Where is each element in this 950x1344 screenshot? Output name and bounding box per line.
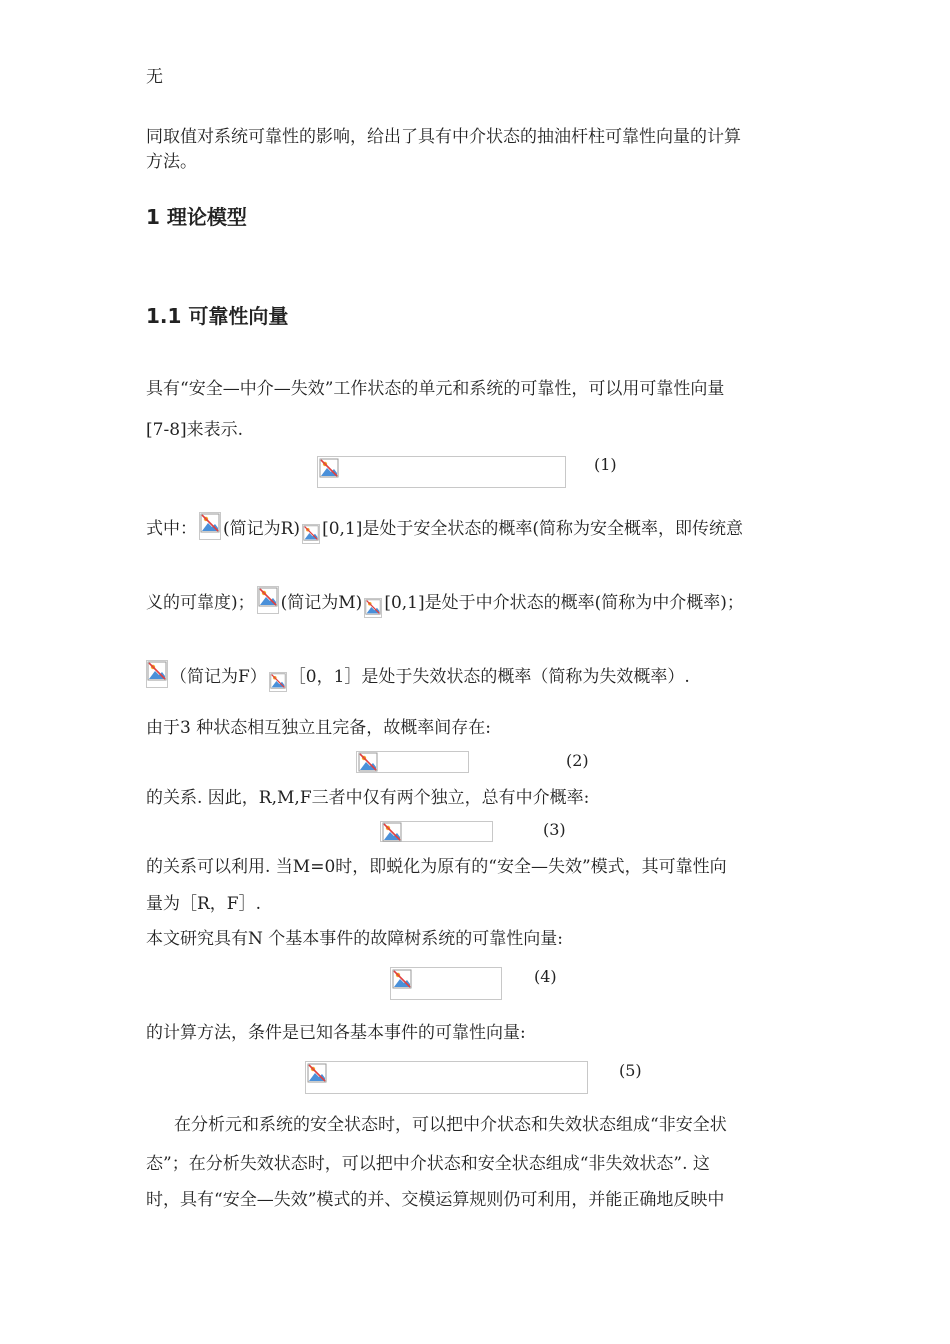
definition-m-abbrev: (简记为M) <box>280 593 363 613</box>
definition-r-text-cont: 义的可靠度)； <box>146 593 255 613</box>
broken-image-icon <box>258 587 278 607</box>
paragraph-5-line-1: 本文研究具有N 个基本事件的故障树系统的可靠性向量: <box>146 929 564 949</box>
paragraph-4-line-1: 的关系可以利用. 当M=0时，即蜕化为原有的“安全—失效”模式，其可靠性向 <box>146 857 727 877</box>
broken-image-icon <box>382 822 402 842</box>
broken-image-icon <box>200 513 220 533</box>
paragraph-1-line-2: [7-8]来表示. <box>146 420 244 440</box>
equation-3-image <box>380 821 493 842</box>
equation-5-image <box>305 1061 588 1094</box>
broken-image-icon <box>303 525 319 541</box>
symbol-r-image <box>199 512 221 540</box>
symbol-in-image <box>364 598 382 618</box>
definition-intro: 式中： <box>146 519 197 539</box>
broken-image-icon <box>392 969 412 989</box>
paragraph-3-line-1: 的关系. 因此，R,M,F三者中仅有两个独立，总有中介概率: <box>146 788 590 808</box>
definition-line-3 <box>146 660 690 692</box>
broken-image-icon <box>147 661 167 681</box>
paragraph-2-line-1: 由于3 种状态相互独立且完备，故概率间存在: <box>146 718 491 738</box>
equation-5-number: (5) <box>619 1061 642 1080</box>
definition-line-2 <box>146 586 744 618</box>
equation-2-number: (2) <box>566 751 589 770</box>
broken-image-icon <box>358 752 378 772</box>
definition-f-text: ［0，1］是处于失效状态的概率（简称为失效概率）. <box>288 667 690 687</box>
equation-4-number: (4) <box>534 967 557 986</box>
definition-line-1 <box>146 512 743 544</box>
definition-r-abbrev: (简记为R) <box>223 519 301 539</box>
symbol-f-image <box>146 660 168 688</box>
intro-line-1: 同取值对系统可靠性的影响，给出了具有中介状态的抽油杆柱可靠性向量的计算 <box>146 127 741 147</box>
subsection-title: 1.1 可靠性向量 <box>146 304 289 328</box>
paragraph-6-line-1: 的计算方法，条件是已知各基本事件的可靠性向量: <box>146 1023 526 1043</box>
equation-2-image <box>356 751 469 773</box>
definition-f-abbrev: （简记为F） <box>170 667 267 687</box>
symbol-in-image <box>302 524 320 544</box>
paragraph-4-line-2: 量为［R，F］. <box>146 894 261 914</box>
equation-3-number: (3) <box>543 820 566 839</box>
broken-image-icon <box>365 599 381 615</box>
section-title: 1 理论模型 <box>146 205 247 229</box>
definition-r-text: [0,1]是处于安全状态的概率(简称为安全概率，即传统意 <box>322 519 744 539</box>
definition-m-text: [0,1]是处于中介状态的概率(简称为中介概率)； <box>384 593 744 613</box>
paragraph-7-line-1: 在分析元和系统的安全状态时，可以把中介状态和失效状态组成“非安全状 <box>174 1115 727 1135</box>
broken-image-icon <box>307 1063 327 1083</box>
symbol-in-image <box>269 672 287 692</box>
equation-4-image <box>390 967 502 1000</box>
symbol-m-image <box>257 586 279 614</box>
page-fragment: 无 <box>146 67 163 87</box>
paragraph-7-line-3: 时，具有“安全—失效”模式的并、交模运算规则仍可利用，并能正确地反映中 <box>146 1190 725 1210</box>
broken-image-icon <box>270 673 286 689</box>
equation-1-image <box>317 456 566 488</box>
paragraph-7-line-2: 态”；在分析失效状态时，可以把中介状态和安全状态组成“非失效状态”. 这 <box>146 1154 710 1174</box>
intro-line-2: 方法。 <box>146 152 197 172</box>
paragraph-1-line-1: 具有“安全—中介—失效”工作状态的单元和系统的可靠性，可以用可靠性向量 <box>146 379 725 399</box>
broken-image-icon <box>319 458 339 478</box>
equation-1-number: (1) <box>594 455 617 474</box>
